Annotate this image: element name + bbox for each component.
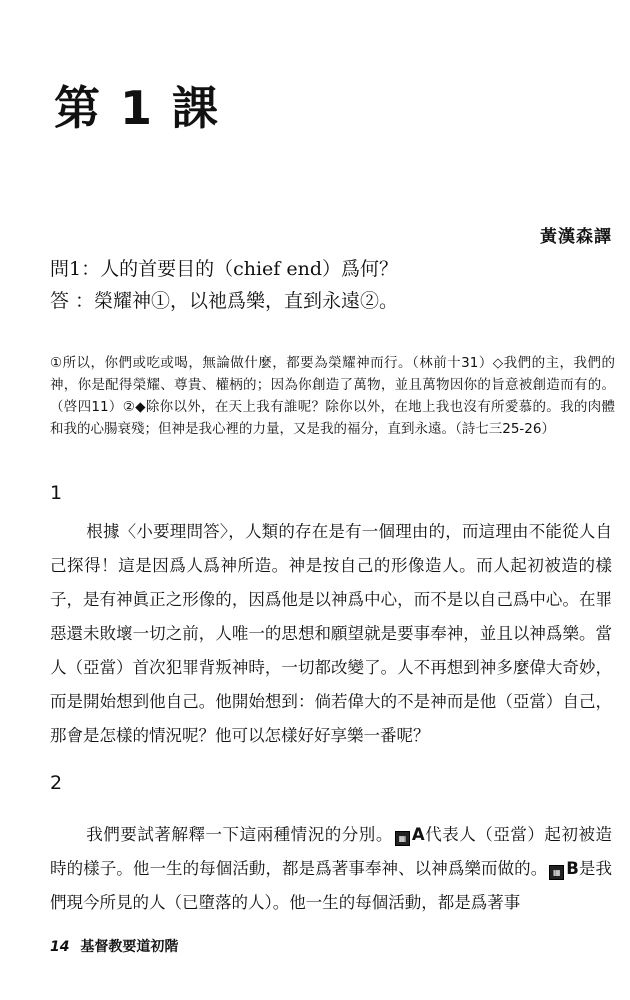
- figure-icon: ▦: [549, 865, 564, 880]
- figure-label-b: B: [566, 859, 579, 878]
- scripture-footnote: ①所以，你們或吃或喝，無論做什麼，都要為榮耀神而行。（林前十31）◇我們的主，我們的神，你是配得榮耀、尊貴、權柄的；因為你創造了萬物，並且萬物因你的旨意被創造而有的。（啓四11）②◆除你以外，在天上我有誰呢？除你以外，在地上我也沒有所愛慕的。我的肉體和我的心腸衰殘；但神是我心裡的力量，又是我的福分，直到永遠。（詩七三25-26）: [50, 355, 615, 437]
- figure-icon: ▦: [395, 831, 410, 846]
- translator-credit: 黃漢森譯: [540, 227, 612, 247]
- section-number-1: 1: [50, 482, 63, 504]
- page-footer: [50, 936, 178, 956]
- section-2-text-b: 代表人（亞當）起初被造時的樣子。他一生的每個活動，都是爲著事奉神、以神爲樂而做的。: [50, 825, 613, 878]
- section-1-paragraph: 根據〈小要理問答〉，人類的存在是有一個理由的，而這理由不能從人自己探得！這是因爲人爲神所造。神是按自己的形像造人。而人起初被造的樣子，是有神眞正之形像的，因爲他是以神爲中心，而不是以自己爲中心。在罪惡還未敗壞一切之前，人唯一的思想和願望就是要事奉神，並且以神爲樂。當人（亞當）首次犯罪背叛神時，一切都改變了。人不再想到神多麼偉大奇妙，而是開始想到他自己。他開始想到：倘若偉大的不是神而是他（亞當）自己，那會是怎樣的情況呢？他可以怎樣好好享樂一番呢？: [50, 522, 612, 745]
- section-2-text-c: 是我們現今所見的人（已墮落的人）。他一生的每個活動，都是爲著事: [50, 859, 613, 912]
- figure-label-a: A: [411, 825, 425, 844]
- section-2-paragraph: [50, 818, 612, 920]
- book-title: 基督教要道初階: [80, 939, 179, 955]
- section-number-2: 2: [50, 772, 63, 794]
- page-number: 14: [50, 939, 70, 955]
- answer-text: 答 ：榮耀神①，以祂爲樂，直到永遠②。: [50, 290, 399, 312]
- section-2-text-a: 我們要試著解釋一下這兩種情況的分別。: [86, 825, 393, 844]
- question-text: 問1：人的首要目的（chief end）爲何？: [50, 258, 399, 280]
- lesson-title: 第 1 課: [54, 81, 221, 135]
